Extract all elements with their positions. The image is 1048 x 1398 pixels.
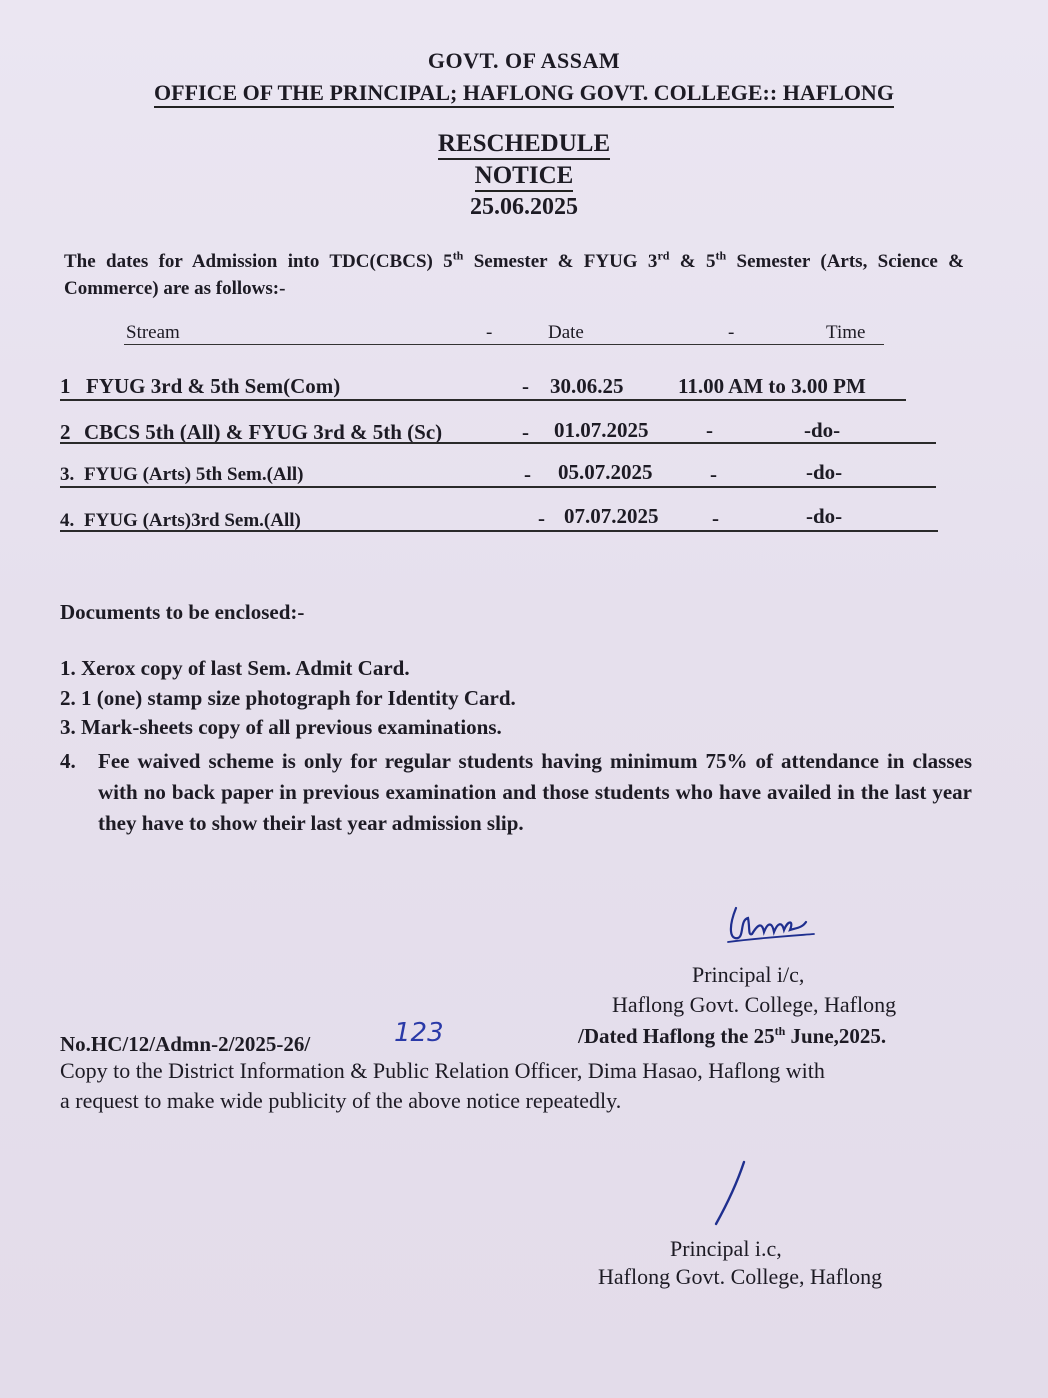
- header-time: Time: [826, 322, 866, 343]
- document-item-4: [60, 746, 972, 839]
- header-dash: -: [486, 322, 493, 343]
- row-underline: [60, 530, 938, 532]
- row-dash: -: [538, 506, 545, 530]
- header-dash: -: [728, 322, 735, 343]
- row-date: 07.07.2025: [564, 504, 659, 528]
- document-item-4-number: 4.: [60, 749, 76, 773]
- row-stream: FYUG (Arts) 5th Sem.(All): [84, 464, 304, 485]
- row-number: 1: [60, 374, 71, 398]
- second-signatory-title: Principal i.c,: [670, 1236, 782, 1261]
- memo-number: No.HC/12/Admn-2/2025-26/: [60, 1032, 311, 1056]
- row-separator: -: [706, 418, 713, 442]
- header-date: Date: [548, 322, 584, 343]
- row-date: 30.06.25: [550, 374, 624, 398]
- row-underline: [60, 442, 936, 444]
- office-heading: OFFICE OF THE PRINCIPAL; HAFLONG GOVT. COLLEGE:: HAFLONG: [0, 80, 1048, 106]
- row-number: 3.: [60, 464, 75, 485]
- intro-paragraph: The dates for Admission into TDC(CBCS) 5th Semester & FYUG 3rd & 5th Semester (Arts, Science & Commerce) are as follows:-: [64, 248, 964, 299]
- row-stream: FYUG (Arts)3rd Sem.(All): [84, 510, 301, 531]
- second-signatory-college: Haflong Govt. College, Haflong: [598, 1264, 883, 1289]
- row-separator: -: [710, 462, 717, 486]
- principal-signature-image: [718, 898, 818, 948]
- document-item: 3. Mark-sheets copy of all previous examinations.: [60, 715, 502, 739]
- row-time: -do-: [806, 460, 843, 484]
- header-underline: [124, 344, 884, 345]
- copy-to-line1: Copy to the District Information & Public Relation Officer, Dima Hasao, Haflong with: [60, 1058, 825, 1083]
- notice-date: 25.06.2025: [470, 194, 578, 220]
- row-date: 05.07.2025: [558, 460, 653, 484]
- memo-handwritten-number: 123: [394, 1018, 444, 1048]
- row-number: 2: [60, 420, 71, 444]
- row-dash: -: [524, 462, 531, 486]
- document-item: 1. Xerox copy of last Sem. Admit Card.: [60, 656, 410, 680]
- row-time: 11.00 AM to 3.00 PM: [678, 374, 866, 398]
- row-dash: -: [522, 420, 529, 444]
- row-separator: -: [712, 506, 719, 530]
- row-stream: FYUG 3rd & 5th Sem(Com): [86, 374, 341, 398]
- notice-title-line1: RESCHEDULE: [0, 130, 1048, 158]
- second-signature-image: [700, 1156, 760, 1228]
- row-dash: -: [522, 374, 529, 398]
- row-stream: CBCS 5th (All) & FYUG 3rd & 5th (Sc): [84, 420, 443, 444]
- documents-heading: Documents to be enclosed:-: [60, 600, 305, 624]
- memo-date: /Dated Haflong the 25th June,2025.: [578, 1024, 887, 1048]
- signatory-college: Haflong Govt. College, Haflong: [612, 992, 897, 1017]
- row-date: 01.07.2025: [554, 418, 649, 442]
- document-item: 2. 1 (one) stamp size photograph for Identity Card.: [60, 686, 516, 710]
- row-time: -do-: [806, 504, 843, 528]
- document-item-4-text: Fee waived scheme is only for regular students having minimum 75% of attendance in classes with no back paper in previous examination and those students who have availed in the last year they have to show their last year admission slip.: [98, 749, 972, 835]
- row-underline: [60, 399, 906, 401]
- row-time: -do-: [804, 418, 841, 442]
- header-stream: Stream: [126, 322, 180, 343]
- govt-heading: GOVT. OF ASSAM: [427, 48, 621, 73]
- row-underline: [60, 486, 936, 488]
- notice-title-line2: NOTICE: [0, 162, 1048, 190]
- signatory-title: Principal i/c,: [692, 962, 805, 987]
- row-number: 4.: [60, 510, 75, 531]
- copy-to-line2: a request to make wide publicity of the above notice repeatedly.: [60, 1088, 622, 1113]
